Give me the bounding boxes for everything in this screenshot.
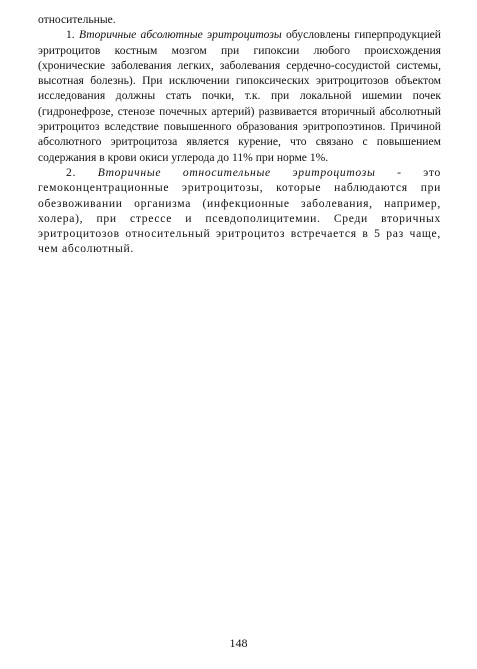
term-secondary-relative-erythrocytosis: Вторичные относительные эритроцитозы <box>97 165 376 179</box>
paragraph-secondary-absolute <box>38 27 441 165</box>
continued-line: относительные. <box>38 13 116 26</box>
paragraph-number: 1. <box>66 28 75 42</box>
paragraph-number: 2. <box>66 165 77 179</box>
body-text <box>38 12 441 257</box>
page-number: 148 <box>229 636 248 650</box>
paragraph-text: обусловлены гиперпродукцией эритроцитов костным мозгом при гипоксии любого происхождения (хронические заболевания легких, заболевания сердечно-сосудистой системы, высотная болезнь). При исключении гипоксических эритроцитозов объектом исследования должны стать почки, т.к. при локальной ишемии почек (гидронефрозе, стенозе почечных артерий) развивается вторичный абсолютный эритроцитоз вследствие повышенного образования эритропоэтинов. Причиной абсолютного эритроцитоза является курение, что связано с повышением содержания в крови окиси углерода до 11% при норме 1%. <box>38 28 441 164</box>
paragraph-secondary-relative <box>38 165 441 257</box>
paragraph-text: - это гемоконцентрационные эритроцитозы, которые наблюдаются при обезвоживании организма (инфекционные заболевания, например, холера), при стрессе и псевдополицитемии. Среди вторичных эритроцитозов относительный эритроцитоз встречается в 5 раз чаще, чем абсолютный. <box>38 165 441 256</box>
term-secondary-absolute-erythrocytosis: Вторичные абсолютные эритроцитозы <box>79 28 282 42</box>
